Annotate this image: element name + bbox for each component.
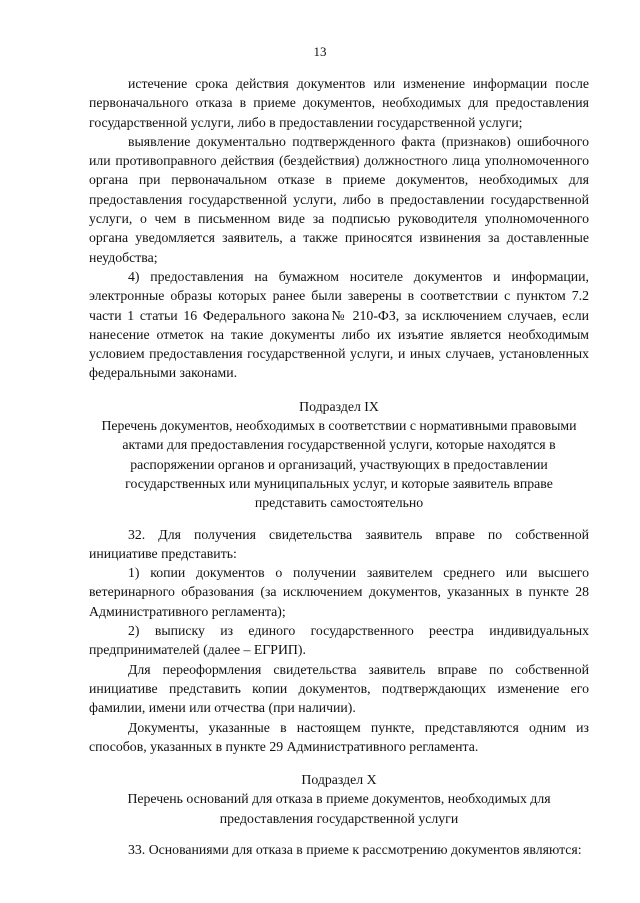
paragraph: Документы, указанные в настоящем пункте, представляются одним из способов, указанных в пункте 29 Административного регламента. bbox=[89, 719, 589, 754]
paragraph: 32. Для получения свидетельства заявитель вправе по собственной инициативе представить: bbox=[89, 526, 589, 561]
page-number: 13 bbox=[313, 44, 327, 59]
section-ix-heading bbox=[89, 397, 589, 513]
page-content bbox=[89, 74, 589, 859]
paragraph: Для переоформления свидетельства заявитель вправе по собственной инициативе представить копии документов, подтверждающих изменение его фамилии, имени или отчества (при наличии). bbox=[89, 661, 589, 716]
section-label: Подраздел X bbox=[301, 772, 377, 788]
paragraph: выявление документально подтвержденного факта (признаков) ошибочного или противоправного действия (бездействия) должностного лица уполномоченного органа при первоначальном отказе в приеме документов, необходимых для предоставления государственной услуги, либо в предоставлении государственной услуги, о чем в письменном виде за подписью руководителя уполномоченного органа уведомляется заявитель, а также приносятся извинения за доставленные неудобства; bbox=[89, 133, 589, 265]
paragraph: 1) копии документов о получении заявителем среднего или высшего ветеринарного образования (за исключением документов, указанных в пункте 28 Административного регламента); bbox=[89, 565, 589, 619]
section-label: Подраздел IX bbox=[299, 398, 379, 414]
section-title: Перечень документов, необходимых в соответствии с нормативными правовыми актами для предоставления государственной услуги, которые находятся в распоряжении органов и организаций, участвующих в предоставлении государственных или муниципальных услуг, и которые заявитель вправе представить самостоятельно bbox=[101, 418, 577, 511]
section-title: Перечень оснований для отказа в приеме документов, необходимых для предоставления государственной услуги bbox=[127, 791, 551, 826]
section-x-heading bbox=[89, 770, 589, 828]
paragraph: 4) предоставления на бумажном носителе документов и информации, электронные образы которых ранее были заверены в соответствии с пунктом 7.2 части 1 статьи 16 Федерального закона№ 210-ФЗ, за исключением случаев, если нанесение отметок на такие документы либо их изъятие является необходимым условием предоставления государственной услуги, и иных случаев, установленных федеральными законами. bbox=[89, 268, 589, 381]
paragraph: истечение срока действия документов или изменение информации после первоначального отказа в приеме документов, необходимых для предоставления государственной услуги, либо в предоставлении государственной услуги; bbox=[89, 76, 589, 130]
paragraph: 33. Основаниями для отказа в приеме к рассмотрению документов являются: bbox=[128, 841, 582, 857]
paragraph: 2) выписку из единого государственного реестра индивидуальных предпринимателей (далее – ЕГРИП). bbox=[89, 623, 589, 658]
